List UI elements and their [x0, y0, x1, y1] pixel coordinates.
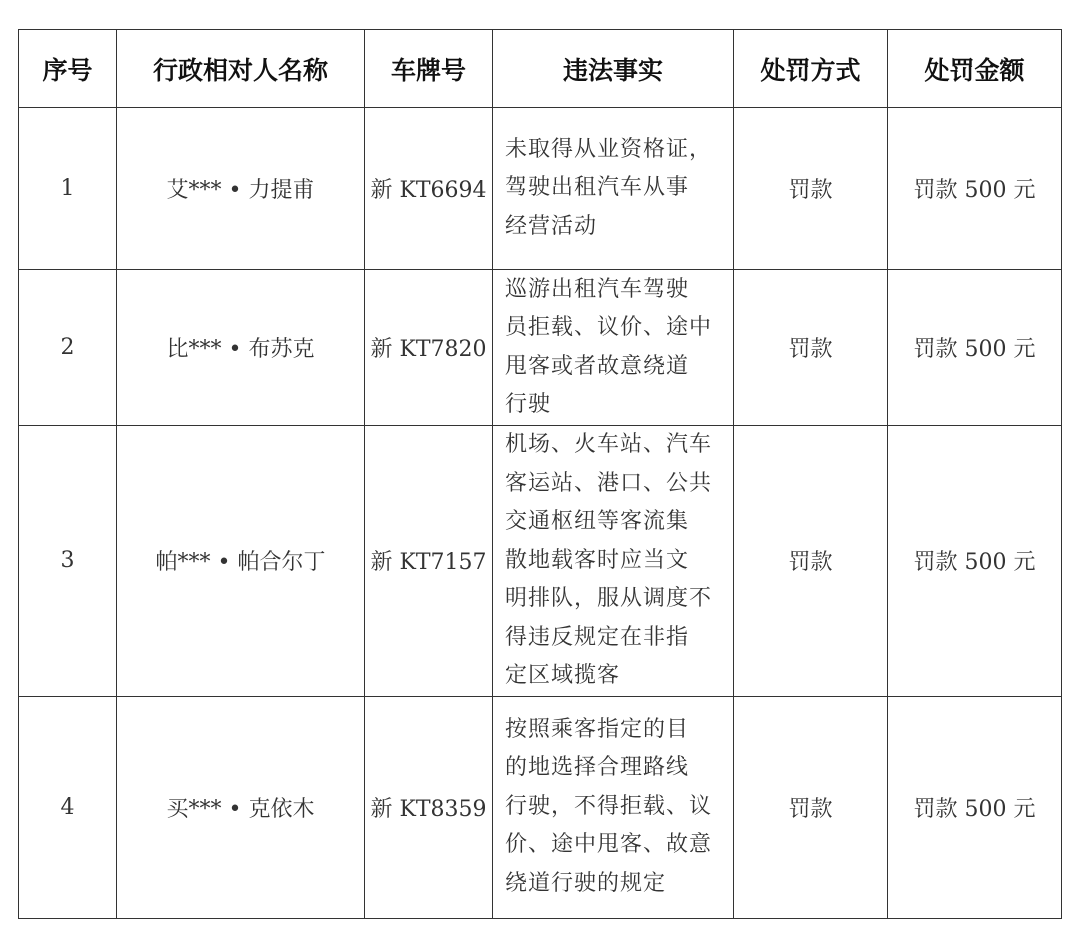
header-plate-number: 车牌号	[365, 30, 493, 108]
table-row	[19, 696, 1062, 918]
table-row	[19, 108, 1062, 270]
cell-violation-fact	[493, 696, 734, 918]
fact-line: 员拒载、议价、途中	[505, 315, 713, 340]
cell-violation-fact	[493, 426, 734, 697]
cell-serial-number: 3	[19, 426, 117, 697]
cell-party-name: 买*** • 克依木	[117, 696, 365, 918]
fact-line: 机场、火车站、汽车	[505, 432, 713, 457]
fact-line: 明排队，服从调度不	[505, 586, 713, 611]
cell-penalty-method: 罚款	[734, 426, 888, 697]
fact-line: 巡游出租汽车驾驶	[505, 276, 690, 302]
fact-line: 散地载客时应当文	[505, 547, 690, 573]
cell-plate-number: 新 KT7157	[365, 426, 493, 697]
cell-party-name: 帕*** • 帕合尔丁	[117, 426, 365, 697]
header-penalty-method: 处罚方式	[734, 30, 888, 108]
table-header-row	[19, 30, 1062, 108]
cell-penalty-method: 罚款	[734, 108, 888, 270]
fact-line: 定区域揽客	[505, 663, 621, 688]
cell-violation-fact	[493, 108, 734, 270]
fact-line: 未取得从业资格证，	[505, 136, 713, 162]
cell-plate-number: 新 KT8359	[365, 696, 493, 918]
fact-line: 甩客或者故意绕道	[505, 353, 690, 379]
fact-line: 行驶	[505, 392, 552, 417]
fact-line: 价、途中甩客、故意	[505, 832, 713, 858]
header-penalty-amount: 处罚金额	[888, 30, 1062, 108]
header-violation-fact: 违法事实	[493, 30, 734, 108]
cell-penalty-amount: 罚款 500 元	[888, 270, 1062, 426]
cell-serial-number: 4	[19, 696, 117, 918]
cell-penalty-method: 罚款	[734, 696, 888, 918]
fact-line: 按照乘客指定的目	[505, 716, 690, 742]
table-row	[19, 426, 1062, 697]
cell-violation-fact	[493, 270, 734, 426]
fact-line: 的地选择合理路线	[505, 755, 690, 781]
penalty-table	[18, 29, 1062, 919]
cell-penalty-amount: 罚款 500 元	[888, 108, 1062, 270]
cell-penalty-amount: 罚款 500 元	[888, 696, 1062, 918]
header-serial-number: 序号	[19, 30, 117, 108]
cell-serial-number: 1	[19, 108, 117, 270]
cell-party-name: 比*** • 布苏克	[117, 270, 365, 426]
fact-line: 客运站、港口、公共	[505, 470, 713, 496]
fact-line: 绕道行驶的规定	[505, 870, 667, 896]
fact-line: 交通枢纽等客流集	[505, 509, 690, 534]
cell-plate-number: 新 KT6694	[365, 108, 493, 270]
cell-penalty-method: 罚款	[734, 270, 888, 426]
cell-serial-number: 2	[19, 270, 117, 426]
fact-line: 经营活动	[505, 213, 598, 239]
cell-penalty-amount: 罚款 500 元	[888, 426, 1062, 697]
cell-plate-number: 新 KT7820	[365, 270, 493, 426]
header-party-name: 行政相对人名称	[117, 30, 365, 108]
fact-line: 驾驶出租汽车从事	[505, 175, 690, 201]
cell-party-name: 艾*** • 力提甫	[117, 108, 365, 270]
table-row	[19, 270, 1062, 426]
fact-line: 得违反规定在非指	[505, 624, 690, 650]
fact-line: 行驶，不得拒载、议	[505, 793, 713, 819]
